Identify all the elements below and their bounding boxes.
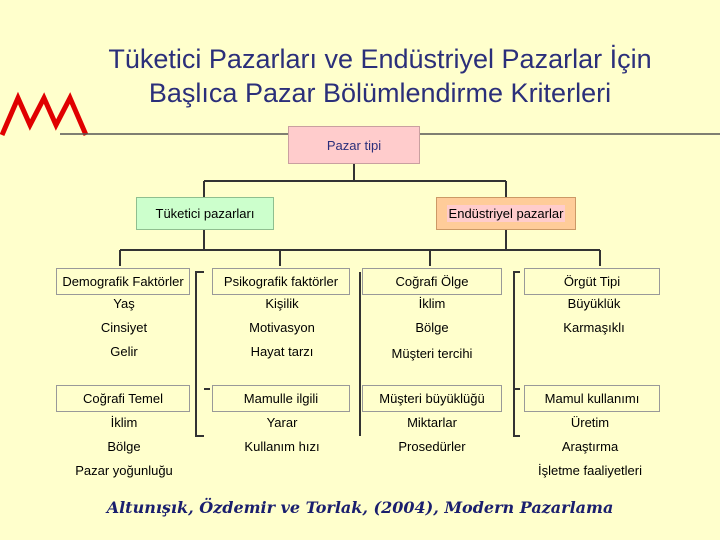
header-product-related: Mamulle ilgili [212,385,350,412]
header-customer-size: Müşteri büyüklüğü [362,385,502,412]
title-line-2: Başlıca Pazar Bölümlendirme Kriterleri [148,78,612,108]
root-label: Pazar tipi [326,137,382,153]
list-item: Bölge [415,320,449,335]
title-line-1: Tüketici Pazarları ve Endüstriyel Pazarlar İçin [108,44,652,74]
header-demographic: Demografik Faktörler [56,268,190,295]
header-geographic-region: Coğrafi Ölge [362,268,502,295]
industrial-label: Endüstriyel pazarlar [448,206,564,221]
consumer-markets-node [136,197,274,230]
list-item: Gelir [110,344,138,359]
consumer-label: Tüketici pazarları [155,206,255,221]
root-node [288,126,420,164]
list-item: Hayat tarzı [250,344,314,359]
list-item: Bölge [107,439,141,454]
list-item: Pazar yoğunluğu [75,463,173,478]
list-item: Miktarlar [407,415,457,430]
list-item: Büyüklük [567,296,621,311]
industrial-markets-node [436,197,576,230]
header-geographic-base: Coğrafi Temel [56,385,190,412]
list-item: İşletme faaliyetleri [537,463,643,478]
list-item: İklim [418,296,446,311]
list-item: Yarar [266,415,298,430]
header-product-usage: Mamul kullanımı [524,385,660,412]
list-item: Karmaşıklı [563,320,625,335]
list-item: Müşteri tercihi [391,346,473,361]
list-item: Cinsiyet [100,320,148,335]
list-item: Motivasyon [249,320,315,335]
list-item: Yaş [113,296,135,311]
list-item: Üretim [570,415,610,430]
list-item: Kişilik [265,296,299,311]
list-item: İklim [110,415,138,430]
logo-zigzag-icon [2,98,86,135]
header-organization-type: Örgüt Tipi [524,268,660,295]
citation: Altunışık, Özdemir ve Torlak, (2004), Modern Pazarlama [106,498,614,517]
header-psychographic: Psikografik faktörler [212,268,350,295]
list-item: Araştırma [561,439,619,454]
list-item: Prosedürler [398,439,466,454]
list-item: Kullanım hızı [244,439,320,454]
